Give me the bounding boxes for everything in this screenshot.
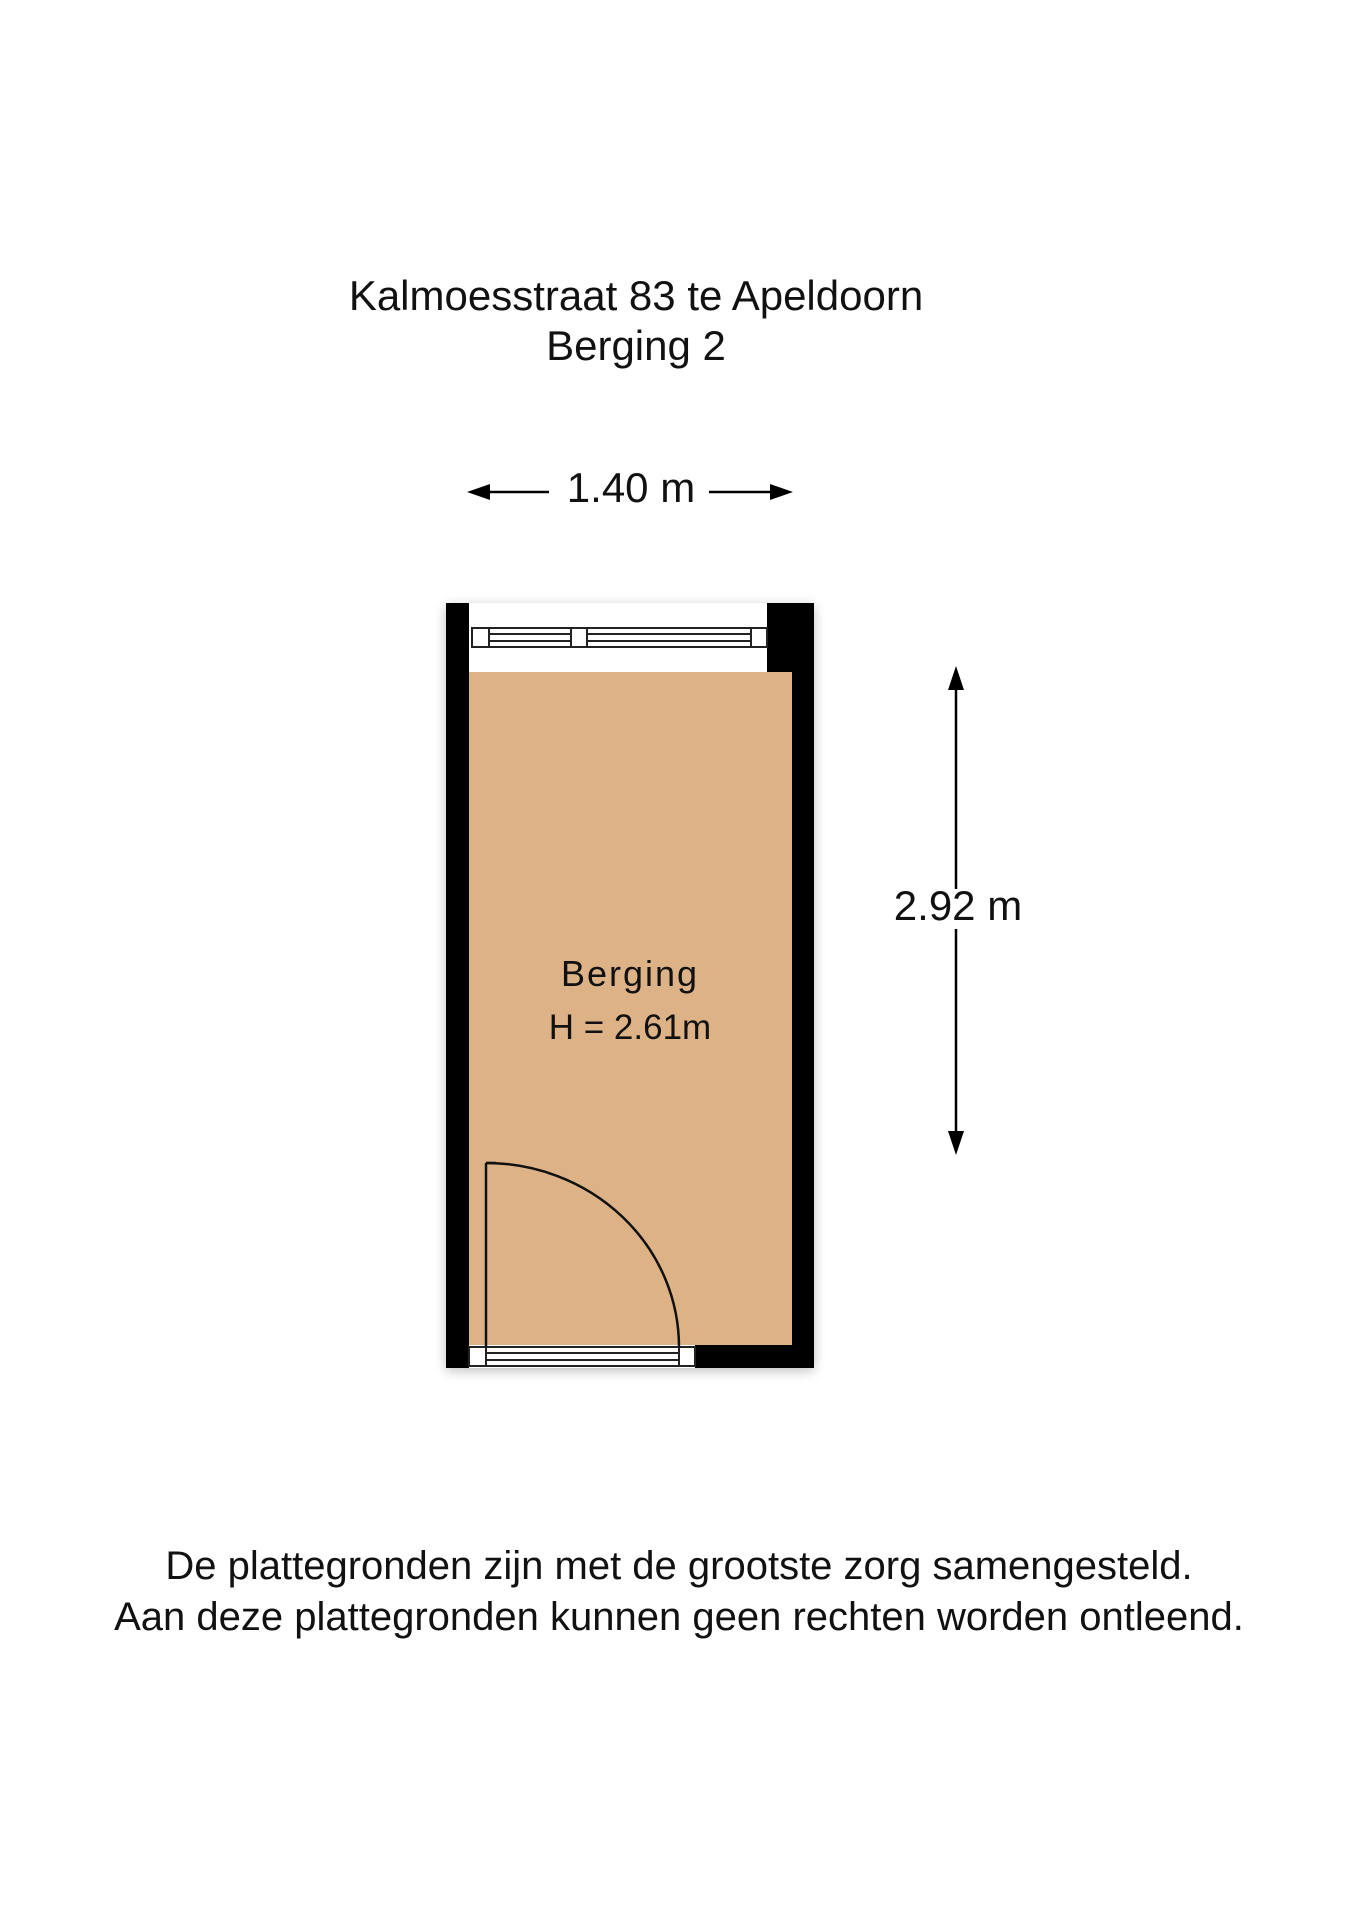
wall-left [446, 603, 469, 1368]
depth-dimension-label: 2.92 m [893, 882, 1023, 929]
window-top [472, 628, 767, 647]
floor-subtitle: Berging 2 [546, 322, 726, 369]
width-dimension-label: 1.40 m [566, 464, 696, 511]
door-frame-bottom [469, 1347, 695, 1366]
wall-right [792, 603, 814, 1368]
address-title: Kalmoesstraat 83 te Apeldoorn [348, 272, 924, 319]
room-height-label: H = 2.61m [548, 1008, 712, 1047]
disclaimer-line-1: De plattegronden zijn met de grootste zorg samengesteld. [165, 1544, 1193, 1588]
disclaimer-line-2: Aan deze plattegronden kunnen geen rechten worden ontleend. [114, 1595, 1244, 1639]
room-name-label: Berging [560, 953, 700, 994]
wall-bottom [695, 1345, 814, 1368]
